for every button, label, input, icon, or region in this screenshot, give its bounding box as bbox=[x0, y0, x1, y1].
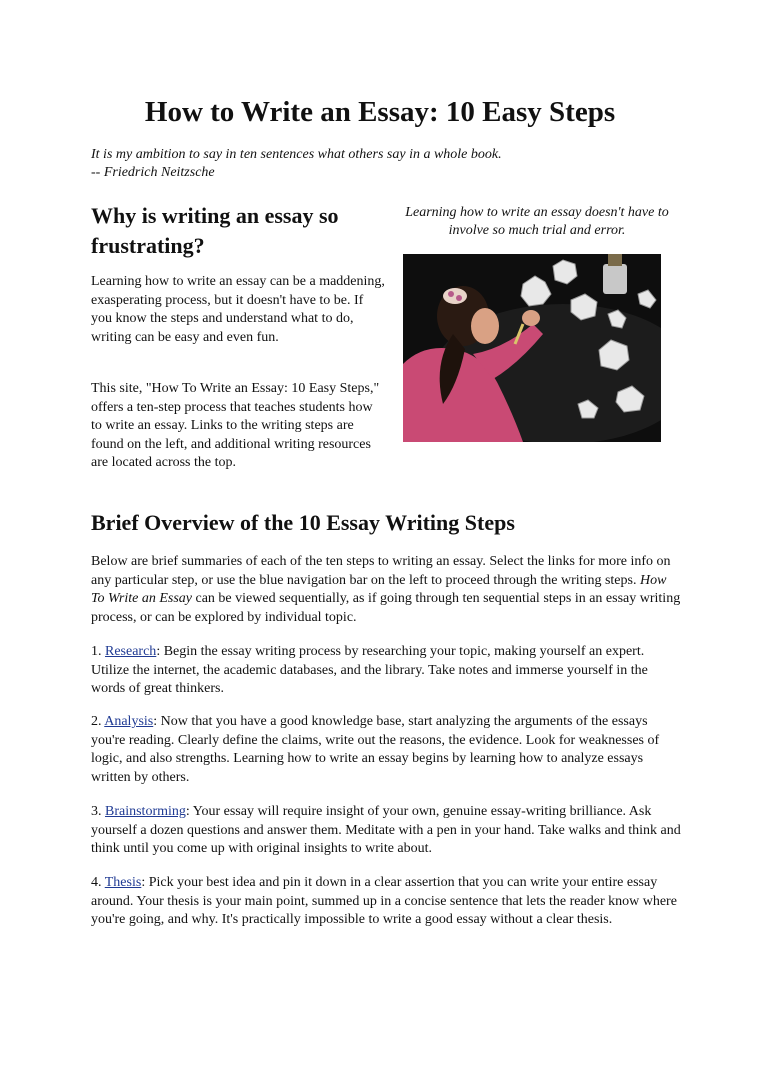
step-number: 2. bbox=[91, 714, 105, 729]
step-description: : Your essay will require insight of your own, genuine essay-writing brilliance. Ask yourself a dozen questions and answer them. Meditate with a pen in your hand. Take walks and think and think until you come up with original insights to write about. bbox=[91, 804, 681, 856]
overview-intro bbox=[91, 553, 681, 627]
section-heading-why: Why is writing an essay so frustrating? bbox=[91, 203, 339, 258]
intro-paragraph-1: Learning how to write an essay can be a maddening, exasperating process, but it doesn't have to be. If you know the steps and understand what to do, writing can be easy and even fun. bbox=[91, 274, 385, 345]
research-link[interactable]: Research bbox=[105, 644, 157, 659]
intro-paragraph-2: This site, "How To Write an Essay: 10 Easy Steps," offers a ten-step process that teaches students how to write an essay. Links to the writing steps are found on the left, and additional writing resources are located across the top. bbox=[91, 381, 380, 470]
section-heading-overview: Brief Overview of the 10 Essay Writing Steps bbox=[91, 510, 515, 535]
epigraph-attribution: -- Friedrich Neitzsche bbox=[91, 165, 215, 180]
step-item-research bbox=[91, 643, 681, 699]
overview-intro-part2: can be viewed sequentially, as if going through ten sequential steps in an essay writing process, or can be explored by individual topic. bbox=[91, 591, 681, 625]
overview-intro-title: How To Write an Essay bbox=[91, 572, 667, 606]
step-number: 1. bbox=[91, 644, 105, 659]
step-description: : Pick your best idea and pin it down in a clear assertion that you can write your entire essay around. Your thesis is your main point, summed up in a concise sentence that lets the reader know where you're going, and why. It's practically impossible to write a good essay without a clear thesis. bbox=[91, 875, 677, 927]
step-item-thesis bbox=[91, 874, 681, 930]
epigraph-text: It is my ambition to say in ten sentences what others say in a whole book. bbox=[91, 147, 502, 162]
step-item-brainstorming bbox=[91, 803, 681, 859]
student-illustration bbox=[403, 254, 661, 442]
student-photo bbox=[403, 254, 661, 442]
step-item-analysis bbox=[91, 713, 681, 787]
epigraph bbox=[91, 146, 691, 182]
step-description: : Begin the essay writing process by researching your topic, making yourself an expert. Utilize the internet, the academic databases, and the library. Take notes and immerse yourself in the words of great thinkers. bbox=[91, 644, 648, 696]
figure-caption: Learning how to write an essay doesn't have to involve so much trial and error. bbox=[405, 205, 669, 238]
step-description: : Now that you have a good knowledge base, start analyzing the arguments of the essays you're reading. Clearly define the claims, write out the reasons, the evidence. Look for weaknesses of logic, and also strengths. Learning how to write an essay begins by learning how to analyze essays written by others. bbox=[91, 714, 660, 785]
brainstorming-link[interactable]: Brainstorming bbox=[105, 804, 186, 819]
analysis-link[interactable]: Analysis bbox=[104, 714, 154, 729]
overview-intro-part1: Below are brief summaries of each of the ten steps to writing an essay. Select the links for more info on any particular step, or use the blue navigation bar on the left to proceed through the writing steps. bbox=[91, 554, 671, 588]
page-title: How to Write an Essay: 10 Easy Steps bbox=[144, 96, 616, 128]
thesis-link[interactable]: Thesis bbox=[104, 875, 142, 890]
step-number: 3. bbox=[91, 804, 105, 819]
step-number: 4. bbox=[91, 875, 105, 890]
